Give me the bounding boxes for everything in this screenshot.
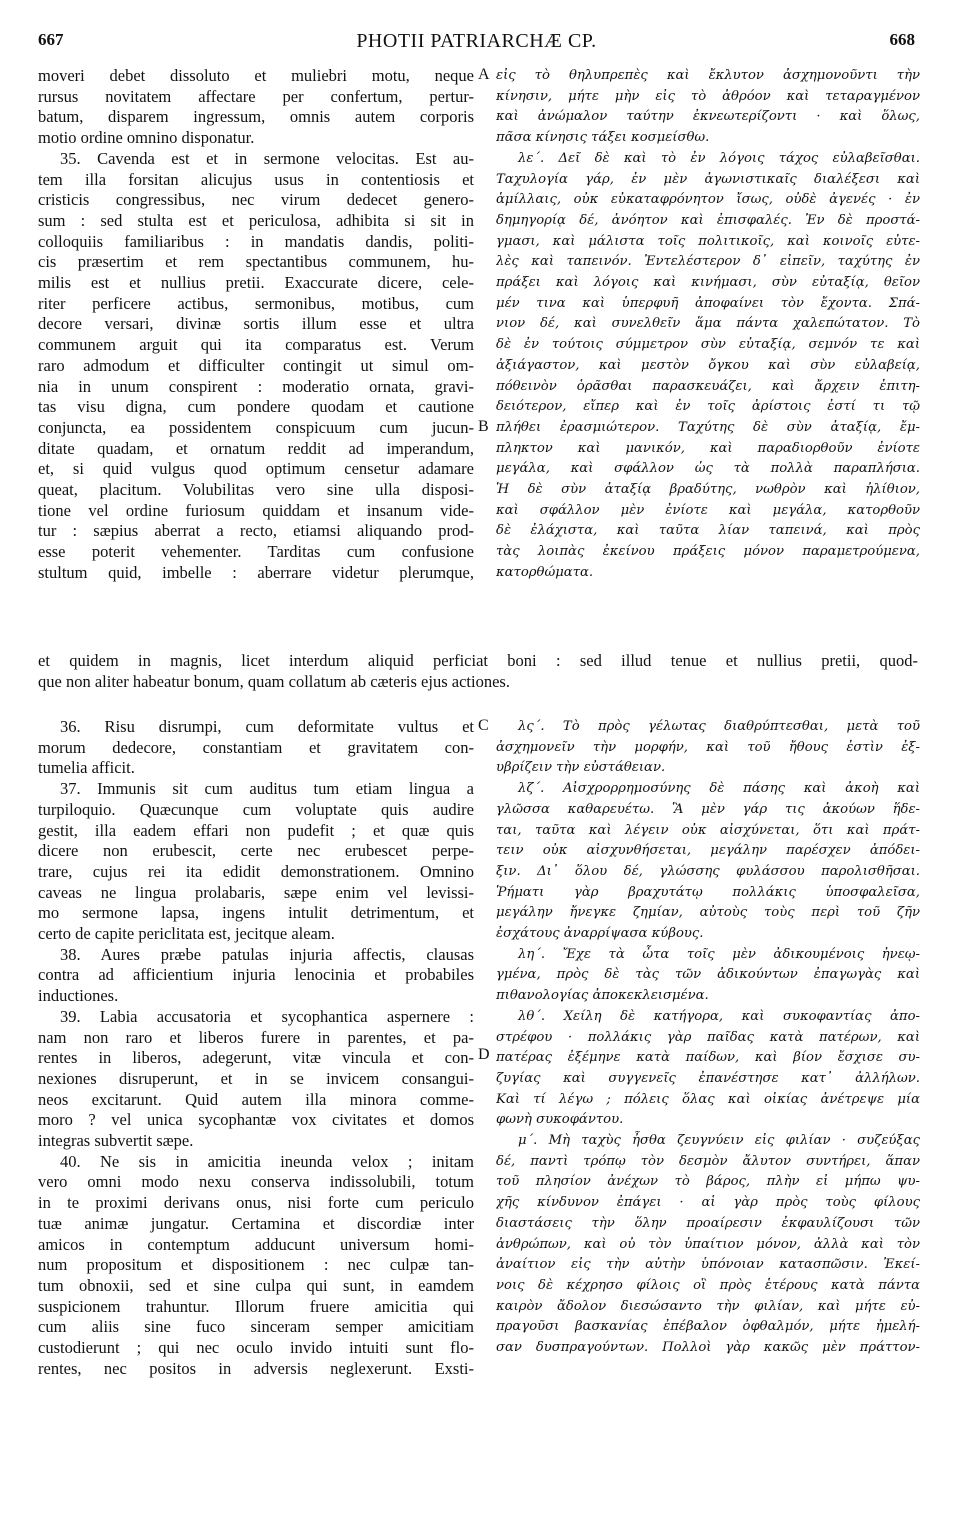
text-line: καιρὸν ἄδολον διεσώσαντο τὴν φιλίαν, καὶ μήτε εὐ- bbox=[496, 1298, 920, 1314]
text-line: raro admodum et difficulter contingit ut simul om- bbox=[38, 355, 474, 375]
text-line: communem arguit qui ita comparatus est. Verum bbox=[38, 335, 474, 355]
text-line: γλῶσσα καθαρευέτω. Ἃ μὲν γάρ τις ἀκούων ἥδε- bbox=[496, 801, 920, 817]
page-number-left: 667 bbox=[38, 30, 64, 49]
text-line: certo de capite periclitata est, jecitque aleam. bbox=[38, 924, 335, 944]
margin-letter-d: D bbox=[478, 1046, 490, 1063]
text-line: tur : sæpius aberrat a recto, etiamsi aliquando prod- bbox=[38, 521, 474, 541]
text-line: ἁμίλλαις, οὐκ εὐκαταφρόνητον ἴσως, οὐδὲ ἀγενές · ἐν bbox=[496, 192, 920, 208]
text-line: πληκτον καὶ μανικόν, καὶ παραδιορθοῦν ἐνίοτε bbox=[496, 440, 920, 456]
text-line: γμένα, πρὸς δὲ τὰς τῶν ἀδικούντων ἐπαγωγὰς καὶ bbox=[496, 967, 920, 983]
text-line: υβρίζειν τὴν εὐστάθειαν. bbox=[496, 760, 666, 776]
text-line: que non aliter habeatur bonum, quam collatum ab cæteris ejus actiones. bbox=[38, 671, 510, 691]
text-line: Ταχυλογία γάρ, ἐν μὲν ἀγωνιστικαῖς διαλέξεσι καὶ bbox=[496, 171, 920, 187]
text-line: δημηγορίᾳ δέ, ἀνόητον καὶ ἐπισφαλές. Ἐν δὲ προστά- bbox=[496, 212, 920, 228]
text-line: ξιν. Δι᾽ ὅλου δέ, γλώσσης φυλάσσου παρολισθῆσαι. bbox=[496, 863, 920, 879]
text-line: queat, placitum. Volubilitas vero sine ulla disposi- bbox=[38, 480, 474, 500]
text-line: moveri debet dissoluto et muliebri motu, neque bbox=[38, 66, 474, 85]
text-line: Καὶ τί λέγω ; πόλεις ὅλας καὶ οἰκίας ἀνέτρεψε μία bbox=[496, 1091, 920, 1107]
text-line: et quidem in magnis, licet interdum aliquid perficiat boni : sed illud tenue et nullius pretii, quod- bbox=[38, 651, 918, 670]
text-line: in te proximi derivans onus, nisi forte cum periculo bbox=[38, 1193, 474, 1213]
text-line: milis est et nullius pretii. Exaccurate dicere, cele- bbox=[38, 273, 474, 293]
text-line: μέν τινα καὶ ὑπερφυῆ ἀποφαίνει τὸν ἔχοντα. Σπά- bbox=[496, 295, 920, 311]
text-line: τειν οὐκ αἰσχυνθήσεται, μεγάλην παρέσχεν ἀπόδει- bbox=[496, 843, 920, 859]
text-line: trare, cujus rei ita edidit demonstrationem. Omnino bbox=[38, 861, 474, 881]
text-line: cristicis congressibus, nec virum dedecet genero- bbox=[38, 190, 474, 210]
text-line: ἐσχάτους ἀναρρίψασα κύβους. bbox=[496, 926, 704, 942]
text-line: tum obnoxii, sed et sine culpa qui sunt, in eamdem bbox=[38, 1275, 474, 1295]
text-line: Ἡ δὲ σὺν ἀταξίᾳ βραδύτης, νωθρὸν καὶ ἠλίθιον, bbox=[496, 482, 920, 498]
text-line: διαστάσεις τὴν ὅλην προαίρεσιν ἐκφαυλίζουσι τῶν bbox=[496, 1215, 920, 1231]
margin-letter-b: B bbox=[478, 418, 489, 435]
text-line: sum : sed stulta est et periculosa, adhibita si sit in bbox=[38, 210, 474, 230]
text-line: ἀξιάγαστον, καὶ μεστὸν ὄγκου καὶ σὺν εὐλαβείᾳ, bbox=[496, 357, 920, 373]
text-line: neos excitarunt. Quid autem illa minora comme- bbox=[38, 1089, 474, 1109]
text-line: gestit, illa eadem effari non pudefit ; et quæ quis bbox=[38, 820, 474, 840]
text-line: 39. Labia accusatoria et sycophantica aspernere : bbox=[60, 1006, 474, 1026]
text-line: stultum quid, imbelle : aberrare videtur plerumque, bbox=[38, 562, 474, 582]
text-line: mo sermone lapsa, ingens intulit detrimentum, et bbox=[38, 903, 474, 923]
text-line: πατέρας ἐξέμηνε κατὰ παίδων, καὶ βίον ἔσχισε συ- bbox=[496, 1050, 920, 1066]
page-number-right: 668 bbox=[889, 30, 915, 49]
text-line: κίνησιν, μήτε μὴν εἰς τὸ ἀθρόον καὶ τεταραγμένον bbox=[496, 88, 920, 104]
text-line: integras subvertit sæpe. bbox=[38, 1131, 194, 1151]
text-line: ἀνθρώπων, καὶ οὐ τὸν ὑπαίτιον μόνον, ἀλλὰ καὶ τὸν bbox=[496, 1236, 920, 1252]
text-line: λς΄. Τὸ πρὸς γέλωτας διαθρύπτεσθαι, μετὰ τοῦ bbox=[518, 719, 920, 734]
text-line: conjuncta, ea possidentem conspicuum cum jucun- bbox=[38, 417, 474, 437]
text-line: δειότερον, εἴπερ καὶ ἐν τοῖς ἀρίστοις ἐστί τι τῷ bbox=[496, 399, 920, 415]
text-line: χῆς κίνδυνον ἐπάγει · αἱ γὰρ πρὸς τοὺς φίλους bbox=[496, 1195, 920, 1211]
text-line: πραγοῦσι βασκανίας ἐπέβαλον ὀφθαλμόν, μήτε ἠμελή- bbox=[496, 1319, 920, 1335]
text-line: λὲς καὶ ταπεινόν. Ἐντελέστερον δ᾽ εἰπεῖν, ταχύτης ἐν bbox=[496, 254, 920, 270]
text-line: colloquiis familiaribus : in mandatis dandis, politi- bbox=[38, 231, 474, 251]
text-line: μεγάλα, καὶ σφάλλον ὡς τὰ πολλὰ παραπλήσια. bbox=[496, 461, 920, 477]
text-line: nexiones disruperunt, et in se invicem consangui- bbox=[38, 1068, 474, 1088]
text-line: esse poterit vehementer. Tarditas cum confusione bbox=[38, 542, 474, 562]
text-line: custodierunt ; qui nec oculo invido intuiti sunt flo- bbox=[38, 1338, 474, 1358]
text-line: motio ordine omnino disponatur. bbox=[38, 128, 255, 148]
text-line: riter perficere actibus, sermonibus, motibus, cum bbox=[38, 293, 474, 313]
latin-column-lower bbox=[38, 717, 474, 1380]
text-line: amicos in contemptum adducunt universum homi- bbox=[38, 1234, 474, 1254]
running-header bbox=[38, 26, 915, 62]
text-line: δὲ ἐλάχιστα, καὶ ταῦτα λίαν ταπεινά, καὶ πρὸς bbox=[496, 523, 920, 539]
text-line: rentes in liberos, adegerunt, vitæ vincula et con- bbox=[38, 1048, 474, 1068]
text-line: μ΄. Μὴ ταχὺς ἦσθα ζευγνύειν εἰς φιλίαν · συζεύξας bbox=[518, 1133, 920, 1149]
text-line: tumelia afficit. bbox=[38, 758, 135, 778]
text-line: tione vel ordine furiosum quiddam et insanum vide- bbox=[38, 500, 474, 520]
text-line: Ῥήματι γὰρ βραχυτάτῳ πολλάκις ὑποσφαλεῖσα, bbox=[496, 884, 920, 900]
text-line: λθ΄. Χείλη δὲ κατήγορα, καὶ συκοφαντίας ἀπο- bbox=[518, 1008, 920, 1024]
text-line: μεγάλην ἤνεγκε ζημίαν, αὐτοὺς τοὺς περὶ τοῦ ζῆν bbox=[496, 905, 920, 921]
text-line: cis præsertim et rem spectantibus communem, hu- bbox=[38, 252, 474, 272]
text-line: 35. Cavenda est et in sermone velocitas. Est au- bbox=[60, 148, 474, 168]
text-line: nia in unum conspirent : moderatio ornata, gravi- bbox=[38, 376, 474, 396]
text-line: νιον δέ, καὶ συνελθεῖν ἅμα πάντα χαλεπώτατον. Τὸ bbox=[496, 316, 920, 332]
text-line: λη΄. Ἔχε τὰ ὦτα τοῖς μὲν ἀδικουμένοις ἠνεῳ- bbox=[518, 946, 920, 962]
text-line: σαν δυσπραγούντων. Πολλοὶ γὰρ κακῶς μὲν πράττον- bbox=[496, 1340, 920, 1356]
text-line: nam non raro et liberos furere in parentes, et pa- bbox=[38, 1027, 474, 1047]
text-line: num propositum et dispositionem : nec culpæ tan- bbox=[38, 1255, 474, 1275]
text-line: turpiloquio. Quæcunque cum voluptate quis audire bbox=[38, 799, 474, 819]
text-line: κατορθώματα. bbox=[496, 564, 594, 580]
running-title: PHOTII PATRIARCHÆ CP. bbox=[356, 30, 597, 52]
text-line: ditate quadam, et ornatum reddit ad imperandum, bbox=[38, 438, 474, 458]
text-line: cum aliis sine fuco sinceram semper amicitiam bbox=[38, 1317, 474, 1337]
text-line: 36. Risu disrumpi, cum deformitate vultus et bbox=[60, 717, 474, 736]
text-line: tas visu digna, cum pondere quodam et cautione bbox=[38, 397, 474, 417]
text-line: ται, ταῦτα καὶ λέγειν οὐκ αἰσχύνεται, ὅτι καὶ πράτ- bbox=[496, 822, 920, 838]
text-line: inductiones. bbox=[38, 986, 119, 1006]
text-line: φωνὴ συκοφάντου. bbox=[496, 1112, 624, 1128]
text-line: λζ΄. Αἰσχρορρημοσύνης δὲ πάσης καὶ ἀκοὴ καὶ bbox=[518, 781, 920, 797]
latin-full-width-lines bbox=[38, 651, 918, 692]
text-line: suspicionem trahuntur. Illorum fruere amicitia qui bbox=[38, 1296, 474, 1316]
text-line: contra ad afficientium injuria lenocinia et probabiles bbox=[38, 965, 474, 985]
text-line: tuæ animæ jungatur. Certamina et discordiæ inter bbox=[38, 1213, 474, 1233]
text-line: πιθανολογίας ἀποκεκλεισμένα. bbox=[496, 988, 709, 1004]
text-line: tem illa forsitan alicujus usus in contentiosis et bbox=[38, 169, 474, 189]
text-line: caveas ne lingua prolabaris, sæpe enim vel levissi- bbox=[38, 882, 474, 902]
text-line: εἰς τὸ θηλυπρεπὲς καὶ ἔκλυτον ἀσχημονοῦντι τὴν bbox=[496, 68, 920, 83]
text-line: πόθεινὸν ὁρᾶσθαι παρασκευάζει, καὶ ἄρχειν ἐπιτη- bbox=[496, 378, 920, 394]
text-line: πᾶσα κίνησις τάξει κοσμείσθω. bbox=[496, 130, 710, 146]
text-line: 37. Immunis sit cum auditus tum etiam lingua a bbox=[60, 779, 474, 799]
text-line: δέ, παντὶ τρόπῳ τὸν δεσμὸν ἄλυτον συντήρει, ἅπαν bbox=[496, 1153, 920, 1169]
greek-column-lower bbox=[496, 717, 920, 1359]
text-line: dicere non erubescit, certe nec erubescet perpe- bbox=[38, 841, 474, 861]
margin-letter-a: A bbox=[478, 66, 490, 83]
latin-column-upper bbox=[38, 66, 474, 584]
text-line: πλήθει ἐρασμιώτερον. Ταχύτης δὲ σὺν ἀταξίᾳ, ἔμ- bbox=[496, 419, 920, 435]
text-line: τοῦ πλησίον ἀνέχων τὸ βάρος, πλὴν εἰ μήπω ψυ- bbox=[496, 1174, 920, 1190]
text-line: λε΄. Δεῖ δὲ καὶ τὸ ἐν λόγοις τάχος εὐλαβεῖσθαι. bbox=[518, 150, 920, 166]
text-line: ζυγίας καὶ συγγενεῖς ἐπανέστησε κατ᾽ ἀλλήλων. bbox=[496, 1070, 920, 1086]
text-line: 40. Ne sis in amicitia ineunda velox ; initam bbox=[60, 1151, 474, 1171]
text-line: vero omni modo nexu conserva indissolubili, totum bbox=[38, 1172, 474, 1192]
text-line: rursus novitatem affectare per confertum, pertur- bbox=[38, 86, 474, 106]
text-line: moro ? vel unica sycophantæ vox civitates et domos bbox=[38, 1110, 474, 1130]
text-line: ἀναίτιον εἰς τὴν αὐτὴν ὑπόνοιαν κατασπῶσιν. Ἐκεί- bbox=[496, 1257, 920, 1273]
margin-letter-c: C bbox=[478, 717, 489, 734]
text-line: decore versari, divinæ sortis illum esse et ultra bbox=[38, 314, 474, 334]
text-line: καὶ σφάλλον μὲν ἐνίοτε καὶ μεγάλα, κατορθοῦν bbox=[496, 502, 920, 518]
text-line: καὶ ἀνώμαλον ταύτην ἐκνεωτερίζοντι · καὶ ὅλως, bbox=[496, 109, 920, 125]
text-line: et, si quid vulgus quod optimum censetur adamare bbox=[38, 459, 474, 479]
text-line: στρέφου · πολλάκις γὰρ παῖδας κατὰ πατέρων, καὶ bbox=[496, 1029, 920, 1045]
text-line: ἀσχημονεῖν τὴν μορφήν, καὶ τοῦ ἤθους ἐστὶν ἐξ- bbox=[496, 739, 920, 755]
text-line: rentes, nec positos in adversis neglexerunt. Exsti- bbox=[38, 1358, 474, 1378]
text-line: δὲ ἐν τούτοις σύμμετρον σὺν εὐταξίᾳ, σεμνόν τε καὶ bbox=[496, 337, 920, 353]
greek-column-upper bbox=[496, 66, 920, 584]
text-line: πράξει καὶ λόγοις καὶ κινήμασι, σὺν εὐταξίᾳ, θεῖον bbox=[496, 275, 920, 291]
text-line: batum, disparem ingressum, omnis autem corporis bbox=[38, 107, 474, 127]
text-line: morum dedecore, constantiam et gravitatem con- bbox=[38, 737, 474, 757]
text-line: νοις δὲ κέχρησο φίλοις οἳ πρὸς ἑτέρους κατὰ πάντα bbox=[496, 1277, 920, 1293]
text-line: γμασι, καὶ μάλιστα τοῖς πολιτικοῖς, καὶ κοινοῖς εὐτε- bbox=[496, 233, 920, 249]
text-line: 38. Aures præbe patulas injuria affectis, clausas bbox=[60, 944, 474, 964]
text-line: τὰς λοιπὰς ἐκείνου πράξεις μόνον παραμετρούμενα, bbox=[496, 544, 920, 560]
